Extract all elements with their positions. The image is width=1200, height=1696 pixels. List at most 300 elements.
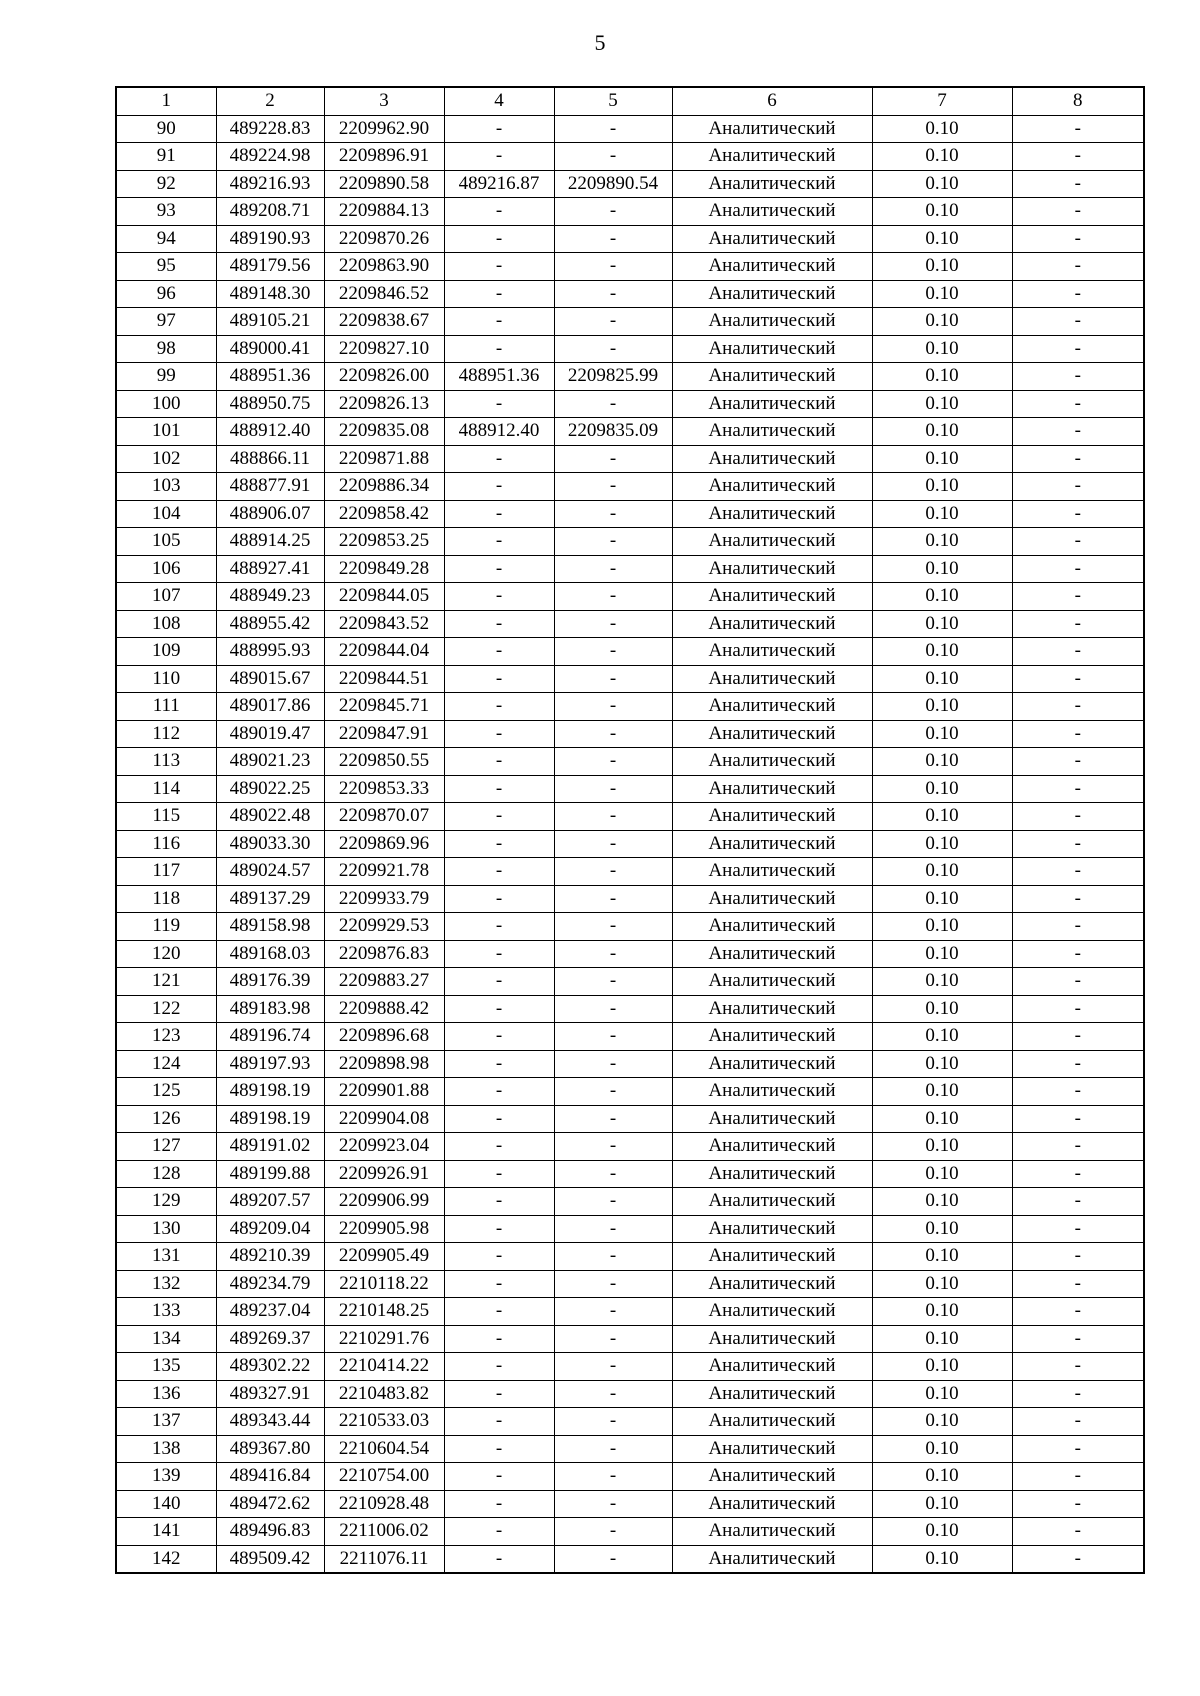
cell-method: Аналитический	[672, 1325, 872, 1353]
cell-y-coordinate: 2209838.67	[324, 308, 444, 336]
cell-point-number: 142	[116, 1545, 216, 1573]
cell-accuracy: 0.10	[872, 1518, 1012, 1546]
cell-x-coordinate-alt: -	[444, 115, 554, 143]
cell-point-number: 122	[116, 995, 216, 1023]
cell-note: -	[1012, 775, 1144, 803]
cell-note: -	[1012, 1188, 1144, 1216]
cell-note: -	[1012, 555, 1144, 583]
cell-y-coordinate: 2209869.96	[324, 830, 444, 858]
cell-note: -	[1012, 473, 1144, 501]
cell-y-coordinate: 2209886.34	[324, 473, 444, 501]
cell-y-coordinate: 2209906.99	[324, 1188, 444, 1216]
cell-method: Аналитический	[672, 1160, 872, 1188]
table-row	[116, 638, 1144, 666]
cell-x-coordinate-alt: -	[444, 473, 554, 501]
cell-point-number: 121	[116, 968, 216, 996]
cell-y-coordinate-alt: -	[554, 1188, 672, 1216]
cell-x-coordinate: 489496.83	[216, 1518, 324, 1546]
cell-accuracy: 0.10	[872, 1490, 1012, 1518]
cell-note: -	[1012, 803, 1144, 831]
cell-accuracy: 0.10	[872, 885, 1012, 913]
cell-note: -	[1012, 1353, 1144, 1381]
cell-y-coordinate: 2209884.13	[324, 198, 444, 226]
table-row	[116, 748, 1144, 776]
cell-note: -	[1012, 968, 1144, 996]
cell-x-coordinate-alt: 488912.40	[444, 418, 554, 446]
cell-accuracy: 0.10	[872, 473, 1012, 501]
cell-x-coordinate: 489509.42	[216, 1545, 324, 1573]
cell-y-coordinate: 2211076.11	[324, 1545, 444, 1573]
table-row	[116, 913, 1144, 941]
cell-method: Аналитический	[672, 995, 872, 1023]
cell-x-coordinate-alt: -	[444, 693, 554, 721]
cell-method: Аналитический	[672, 1133, 872, 1161]
cell-x-coordinate: 489179.56	[216, 253, 324, 281]
cell-y-coordinate-alt: -	[554, 1545, 672, 1573]
cell-y-coordinate: 2209896.68	[324, 1023, 444, 1051]
cell-x-coordinate-alt: -	[444, 253, 554, 281]
cell-x-coordinate: 489302.22	[216, 1353, 324, 1381]
cell-point-number: 123	[116, 1023, 216, 1051]
cell-point-number: 90	[116, 115, 216, 143]
cell-y-coordinate: 2209876.83	[324, 940, 444, 968]
table-row	[116, 995, 1144, 1023]
cell-point-number: 128	[116, 1160, 216, 1188]
cell-method: Аналитический	[672, 1050, 872, 1078]
table-row	[116, 445, 1144, 473]
cell-point-number: 100	[116, 390, 216, 418]
cell-point-number: 117	[116, 858, 216, 886]
cell-accuracy: 0.10	[872, 803, 1012, 831]
cell-accuracy: 0.10	[872, 390, 1012, 418]
cell-x-coordinate: 489158.98	[216, 913, 324, 941]
column-header-6: 6	[672, 87, 872, 115]
cell-x-coordinate-alt: -	[444, 1050, 554, 1078]
cell-x-coordinate: 489021.23	[216, 748, 324, 776]
cell-note: -	[1012, 1435, 1144, 1463]
cell-y-coordinate: 2209835.08	[324, 418, 444, 446]
cell-y-coordinate-alt: -	[554, 748, 672, 776]
table-row	[116, 1105, 1144, 1133]
table-row	[116, 253, 1144, 281]
cell-note: -	[1012, 1325, 1144, 1353]
cell-method: Аналитический	[672, 390, 872, 418]
cell-method: Аналитический	[672, 1105, 872, 1133]
cell-accuracy: 0.10	[872, 418, 1012, 446]
cell-method: Аналитический	[672, 308, 872, 336]
cell-x-coordinate: 489237.04	[216, 1298, 324, 1326]
cell-y-coordinate-alt: -	[554, 1518, 672, 1546]
cell-x-coordinate: 489137.29	[216, 885, 324, 913]
cell-x-coordinate-alt: -	[444, 1325, 554, 1353]
cell-note: -	[1012, 1518, 1144, 1546]
cell-method: Аналитический	[672, 583, 872, 611]
cell-point-number: 138	[116, 1435, 216, 1463]
cell-y-coordinate-alt: -	[554, 1490, 672, 1518]
cell-y-coordinate-alt: -	[554, 1353, 672, 1381]
cell-y-coordinate-alt: -	[554, 830, 672, 858]
cell-method: Аналитический	[672, 1243, 872, 1271]
cell-note: -	[1012, 253, 1144, 281]
cell-accuracy: 0.10	[872, 665, 1012, 693]
cell-x-coordinate-alt: -	[444, 610, 554, 638]
cell-x-coordinate: 488950.75	[216, 390, 324, 418]
table-row	[116, 1188, 1144, 1216]
cell-point-number: 104	[116, 500, 216, 528]
cell-y-coordinate-alt: -	[554, 968, 672, 996]
cell-method: Аналитический	[672, 1518, 872, 1546]
cell-point-number: 141	[116, 1518, 216, 1546]
cell-method: Аналитический	[672, 693, 872, 721]
cell-x-coordinate: 489024.57	[216, 858, 324, 886]
cell-x-coordinate: 489228.83	[216, 115, 324, 143]
cell-y-coordinate-alt: -	[554, 115, 672, 143]
cell-y-coordinate-alt: -	[554, 940, 672, 968]
cell-y-coordinate-alt: -	[554, 1380, 672, 1408]
table-row	[116, 528, 1144, 556]
cell-method: Аналитический	[672, 335, 872, 363]
table-row	[116, 473, 1144, 501]
cell-note: -	[1012, 610, 1144, 638]
cell-x-coordinate-alt: -	[444, 1105, 554, 1133]
table-row	[116, 500, 1144, 528]
cell-y-coordinate-alt: -	[554, 253, 672, 281]
cell-x-coordinate-alt: -	[444, 1133, 554, 1161]
cell-x-coordinate: 489015.67	[216, 665, 324, 693]
cell-y-coordinate-alt: -	[554, 1298, 672, 1326]
cell-x-coordinate: 489190.93	[216, 225, 324, 253]
cell-x-coordinate-alt: -	[444, 1078, 554, 1106]
cell-method: Аналитический	[672, 198, 872, 226]
cell-accuracy: 0.10	[872, 1463, 1012, 1491]
cell-y-coordinate-alt: -	[554, 1270, 672, 1298]
cell-y-coordinate-alt: -	[554, 473, 672, 501]
cell-point-number: 98	[116, 335, 216, 363]
cell-method: Аналитический	[672, 1463, 872, 1491]
cell-x-coordinate-alt: -	[444, 775, 554, 803]
cell-point-number: 140	[116, 1490, 216, 1518]
cell-point-number: 118	[116, 885, 216, 913]
table-row	[116, 1380, 1144, 1408]
cell-accuracy: 0.10	[872, 1160, 1012, 1188]
cell-note: -	[1012, 363, 1144, 391]
cell-x-coordinate-alt: -	[444, 1435, 554, 1463]
cell-x-coordinate-alt: -	[444, 940, 554, 968]
table-row	[116, 1215, 1144, 1243]
cell-note: -	[1012, 1270, 1144, 1298]
cell-method: Аналитический	[672, 1490, 872, 1518]
cell-note: -	[1012, 1545, 1144, 1573]
cell-point-number: 116	[116, 830, 216, 858]
table-row	[116, 1518, 1144, 1546]
cell-note: -	[1012, 1023, 1144, 1051]
cell-point-number: 129	[116, 1188, 216, 1216]
cell-note: -	[1012, 885, 1144, 913]
table-row	[116, 830, 1144, 858]
cell-y-coordinate: 2209846.52	[324, 280, 444, 308]
cell-method: Аналитический	[672, 1078, 872, 1106]
cell-y-coordinate-alt: -	[554, 720, 672, 748]
cell-y-coordinate-alt: -	[554, 665, 672, 693]
cell-accuracy: 0.10	[872, 1298, 1012, 1326]
cell-accuracy: 0.10	[872, 115, 1012, 143]
cell-x-coordinate: 489019.47	[216, 720, 324, 748]
cell-accuracy: 0.10	[872, 913, 1012, 941]
cell-y-coordinate: 2209827.10	[324, 335, 444, 363]
cell-y-coordinate: 2210148.25	[324, 1298, 444, 1326]
cell-x-coordinate-alt: -	[444, 1298, 554, 1326]
cell-x-coordinate: 488927.41	[216, 555, 324, 583]
table-row	[116, 1270, 1144, 1298]
cell-method: Аналитический	[672, 968, 872, 996]
cell-method: Аналитический	[672, 555, 872, 583]
table-row	[116, 1325, 1144, 1353]
cell-point-number: 139	[116, 1463, 216, 1491]
cell-accuracy: 0.10	[872, 1023, 1012, 1051]
table-header-row	[116, 87, 1144, 115]
cell-y-coordinate: 2210754.00	[324, 1463, 444, 1491]
cell-y-coordinate-alt: -	[554, 1160, 672, 1188]
cell-x-coordinate: 489022.48	[216, 803, 324, 831]
cell-point-number: 112	[116, 720, 216, 748]
cell-method: Аналитический	[672, 803, 872, 831]
cell-method: Аналитический	[672, 1298, 872, 1326]
cell-y-coordinate: 2209844.51	[324, 665, 444, 693]
cell-accuracy: 0.10	[872, 720, 1012, 748]
cell-x-coordinate: 489191.02	[216, 1133, 324, 1161]
cell-x-coordinate: 488914.25	[216, 528, 324, 556]
cell-point-number: 97	[116, 308, 216, 336]
cell-note: -	[1012, 390, 1144, 418]
cell-x-coordinate-alt: -	[444, 1160, 554, 1188]
cell-method: Аналитический	[672, 253, 872, 281]
cell-y-coordinate: 2209905.49	[324, 1243, 444, 1271]
column-header-7: 7	[872, 87, 1012, 115]
table-row	[116, 225, 1144, 253]
table-row	[116, 775, 1144, 803]
cell-y-coordinate: 2209843.52	[324, 610, 444, 638]
cell-x-coordinate-alt: -	[444, 665, 554, 693]
cell-x-coordinate: 489105.21	[216, 308, 324, 336]
cell-note: -	[1012, 198, 1144, 226]
cell-accuracy: 0.10	[872, 225, 1012, 253]
cell-y-coordinate: 2209962.90	[324, 115, 444, 143]
cell-y-coordinate: 2210533.03	[324, 1408, 444, 1436]
cell-accuracy: 0.10	[872, 1050, 1012, 1078]
column-header-1: 1	[116, 87, 216, 115]
cell-accuracy: 0.10	[872, 198, 1012, 226]
cell-point-number: 96	[116, 280, 216, 308]
cell-method: Аналитический	[672, 1023, 872, 1051]
table-row	[116, 803, 1144, 831]
table-row	[116, 1243, 1144, 1271]
cell-x-coordinate: 489000.41	[216, 335, 324, 363]
cell-x-coordinate: 489327.91	[216, 1380, 324, 1408]
cell-accuracy: 0.10	[872, 555, 1012, 583]
table-row	[116, 1050, 1144, 1078]
cell-note: -	[1012, 280, 1144, 308]
cell-method: Аналитический	[672, 1380, 872, 1408]
cell-y-coordinate-alt: -	[554, 335, 672, 363]
table-row	[116, 280, 1144, 308]
cell-y-coordinate-alt: -	[554, 445, 672, 473]
cell-x-coordinate-alt: -	[444, 1270, 554, 1298]
cell-x-coordinate: 489207.57	[216, 1188, 324, 1216]
cell-accuracy: 0.10	[872, 500, 1012, 528]
cell-x-coordinate: 489472.62	[216, 1490, 324, 1518]
table-row	[116, 1298, 1144, 1326]
cell-x-coordinate: 489148.30	[216, 280, 324, 308]
cell-y-coordinate-alt: -	[554, 858, 672, 886]
cell-y-coordinate: 2209858.42	[324, 500, 444, 528]
table-row	[116, 198, 1144, 226]
cell-y-coordinate: 2209826.00	[324, 363, 444, 391]
cell-point-number: 94	[116, 225, 216, 253]
cell-point-number: 107	[116, 583, 216, 611]
cell-y-coordinate: 2209870.07	[324, 803, 444, 831]
cell-y-coordinate-alt: -	[554, 995, 672, 1023]
cell-accuracy: 0.10	[872, 143, 1012, 171]
cell-point-number: 125	[116, 1078, 216, 1106]
table-row	[116, 610, 1144, 638]
cell-note: -	[1012, 940, 1144, 968]
cell-method: Аналитический	[672, 445, 872, 473]
cell-x-coordinate-alt: -	[444, 308, 554, 336]
cell-x-coordinate: 489367.80	[216, 1435, 324, 1463]
cell-y-coordinate: 2210483.82	[324, 1380, 444, 1408]
cell-x-coordinate-alt: -	[444, 1188, 554, 1216]
cell-note: -	[1012, 1243, 1144, 1271]
cell-y-coordinate: 2209845.71	[324, 693, 444, 721]
page-number: 5	[594, 30, 606, 55]
cell-y-coordinate-alt: -	[554, 528, 672, 556]
cell-y-coordinate: 2209904.08	[324, 1105, 444, 1133]
cell-y-coordinate-alt: -	[554, 610, 672, 638]
cell-method: Аналитический	[672, 115, 872, 143]
cell-accuracy: 0.10	[872, 1188, 1012, 1216]
cell-y-coordinate: 2209871.88	[324, 445, 444, 473]
cell-y-coordinate: 2210604.54	[324, 1435, 444, 1463]
cell-x-coordinate: 489197.93	[216, 1050, 324, 1078]
cell-accuracy: 0.10	[872, 830, 1012, 858]
cell-method: Аналитический	[672, 858, 872, 886]
table-row	[116, 720, 1144, 748]
cell-method: Аналитический	[672, 1545, 872, 1573]
cell-method: Аналитический	[672, 775, 872, 803]
cell-y-coordinate-alt: -	[554, 885, 672, 913]
cell-accuracy: 0.10	[872, 940, 1012, 968]
cell-y-coordinate-alt: -	[554, 913, 672, 941]
cell-accuracy: 0.10	[872, 638, 1012, 666]
cell-point-number: 133	[116, 1298, 216, 1326]
cell-accuracy: 0.10	[872, 363, 1012, 391]
cell-x-coordinate-alt: -	[444, 1545, 554, 1573]
cell-x-coordinate-alt: -	[444, 913, 554, 941]
cell-x-coordinate: 489210.39	[216, 1243, 324, 1271]
cell-y-coordinate-alt: -	[554, 693, 672, 721]
table-row	[116, 1023, 1144, 1051]
cell-x-coordinate: 488995.93	[216, 638, 324, 666]
cell-accuracy: 0.10	[872, 1133, 1012, 1161]
cell-note: -	[1012, 995, 1144, 1023]
cell-method: Аналитический	[672, 1270, 872, 1298]
cell-method: Аналитический	[672, 528, 872, 556]
cell-y-coordinate-alt: -	[554, 198, 672, 226]
cell-accuracy: 0.10	[872, 583, 1012, 611]
table-row	[116, 115, 1144, 143]
cell-point-number: 106	[116, 555, 216, 583]
cell-accuracy: 0.10	[872, 280, 1012, 308]
cell-point-number: 95	[116, 253, 216, 281]
table-row	[116, 940, 1144, 968]
cell-note: -	[1012, 1078, 1144, 1106]
cell-accuracy: 0.10	[872, 1270, 1012, 1298]
cell-method: Аналитический	[672, 720, 872, 748]
cell-note: -	[1012, 858, 1144, 886]
cell-x-coordinate-alt: -	[444, 885, 554, 913]
cell-x-coordinate: 489176.39	[216, 968, 324, 996]
cell-y-coordinate-alt: 2209825.99	[554, 363, 672, 391]
cell-point-number: 110	[116, 665, 216, 693]
cell-note: -	[1012, 1463, 1144, 1491]
cell-note: -	[1012, 1050, 1144, 1078]
cell-note: -	[1012, 1298, 1144, 1326]
cell-y-coordinate: 2209890.58	[324, 170, 444, 198]
cell-y-coordinate-alt: -	[554, 1050, 672, 1078]
cell-x-coordinate-alt: -	[444, 995, 554, 1023]
cell-x-coordinate-alt: -	[444, 1408, 554, 1436]
cell-y-coordinate: 2209850.55	[324, 748, 444, 776]
cell-accuracy: 0.10	[872, 1078, 1012, 1106]
column-header-4: 4	[444, 87, 554, 115]
cell-note: -	[1012, 913, 1144, 941]
cell-x-coordinate-alt: -	[444, 858, 554, 886]
cell-x-coordinate: 489216.93	[216, 170, 324, 198]
cell-accuracy: 0.10	[872, 335, 1012, 363]
cell-y-coordinate: 2209905.98	[324, 1215, 444, 1243]
cell-x-coordinate: 488906.07	[216, 500, 324, 528]
cell-note: -	[1012, 830, 1144, 858]
table-row	[116, 363, 1144, 391]
cell-x-coordinate-alt: -	[444, 1380, 554, 1408]
cell-accuracy: 0.10	[872, 775, 1012, 803]
table-row	[116, 1078, 1144, 1106]
cell-note: -	[1012, 170, 1144, 198]
cell-method: Аналитический	[672, 170, 872, 198]
cell-method: Аналитический	[672, 418, 872, 446]
cell-accuracy: 0.10	[872, 968, 1012, 996]
cell-y-coordinate-alt: -	[554, 1215, 672, 1243]
cell-y-coordinate: 2209883.27	[324, 968, 444, 996]
cell-x-coordinate-alt: 489216.87	[444, 170, 554, 198]
cell-point-number: 134	[116, 1325, 216, 1353]
cell-y-coordinate: 2209923.04	[324, 1133, 444, 1161]
cell-y-coordinate: 2209926.91	[324, 1160, 444, 1188]
cell-method: Аналитический	[672, 500, 872, 528]
cell-x-coordinate-alt: -	[444, 445, 554, 473]
cell-accuracy: 0.10	[872, 308, 1012, 336]
cell-point-number: 91	[116, 143, 216, 171]
table-row	[116, 1490, 1144, 1518]
cell-x-coordinate-alt: -	[444, 748, 554, 776]
cell-x-coordinate-alt: -	[444, 1353, 554, 1381]
cell-x-coordinate-alt: 488951.36	[444, 363, 554, 391]
cell-note: -	[1012, 583, 1144, 611]
cell-x-coordinate-alt: -	[444, 198, 554, 226]
cell-x-coordinate-alt: -	[444, 968, 554, 996]
cell-note: -	[1012, 665, 1144, 693]
cell-accuracy: 0.10	[872, 748, 1012, 776]
